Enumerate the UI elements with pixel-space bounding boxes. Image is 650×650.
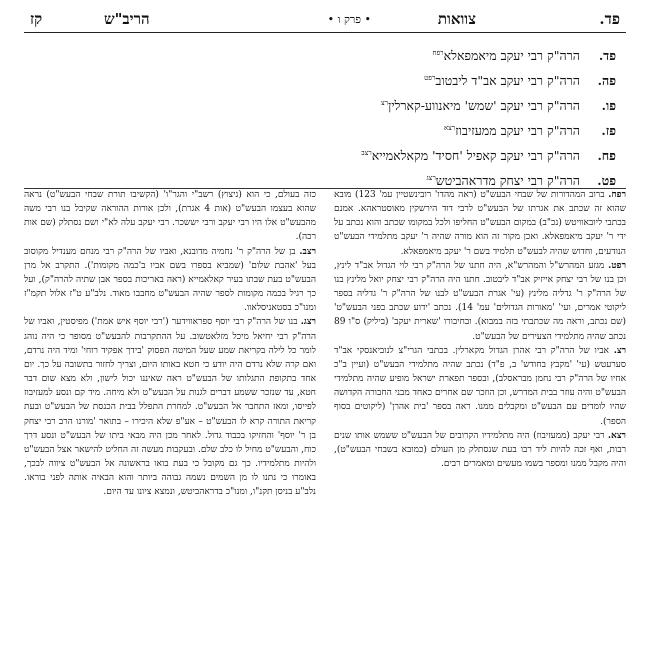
entry-number: פד. (598, 48, 616, 63)
footnote-label: רצג. (300, 317, 316, 328)
entry-text: הרה"ק רבי יעקב 'שמש' מיאנווע-קארלין$^{רצ}$ (380, 98, 580, 113)
entry-text: הרה"ק רבי יעקב קאפיל 'חסיד' מקאלאמייא$^{רצב}$ (361, 148, 580, 163)
footnote-text: ברוב המהדורות של שבחי הבעש"ט (ראה מהדו' רובינשטיין עמ' 123) מובא שהוא זה שכתב את אגרתו של הבעש"ט לרבי דוד הירשקין מאוסטראהא. אמנם בכתבי ליובאוויטש (נכ"ב) במקום הבעש"ט החליפו ולכל במקומו שכתב והוא נכתב על ידי ר' יעקב מיאמפאלא. ואכן מקור זה הוא מורה שהיה ר' יעקב מתלמידי הבעש"ט הנודעים, וחדוש שהיה לבעש"ט תלמיד בשם ר' יעקב מיאמפאלא. (334, 190, 626, 257)
footnote-ref: רצג (426, 173, 436, 182)
header-book-title: צוואות (437, 10, 476, 28)
entry-number: פח. (597, 148, 616, 163)
footnote-ref: רפט (424, 73, 436, 82)
footnote-text: רבי יעקב (ממעזיבוז) היה מתלמידיו הקרובים של הבעש"ט ששמש אותו שנים רבות, ואף זכה להיות ליד רבו בעת שנסתלק מן העולם (כמובא בשבחי הבעש"ט), והיה מקבל ממנו ומספר בשמו מעשים ומאמרים רבים. (334, 430, 626, 469)
footnote-label: רפט. (608, 260, 626, 271)
footnote-ref: רצב (361, 148, 372, 157)
list-item (196, 148, 616, 173)
list-item (196, 48, 616, 73)
header-page-num: פד. (599, 10, 620, 28)
footnote-label: רפח. (608, 190, 626, 200)
footnote-label: רצ. (613, 345, 626, 356)
footnote-ref: רצ (380, 98, 389, 107)
footnote-ref: רפח (432, 48, 444, 57)
footnote (334, 429, 626, 471)
list-item (196, 73, 616, 98)
footnote-label: רצב. (299, 246, 316, 257)
entry-text: הרה"ק רבי יעקב ממעזיבוז$^{רצא}$ (443, 123, 580, 138)
footnote-text: מגזע המהרש"ל והמהרש"א, היה חתנו של הרה"ק רבי לוי הגדול אב"ד לינץ, וכן בנו של רבי יצחק אייזיק אב"ד ליבטוב. חתנו היה הרה"ק רבי יצחק יואל מלינץ בנו של הרה"ק ר' גדליה מלינץ (עי' אגרת הבעש"ט לבנו של הרה"ק ר' גדליה בספר ליקוטי אמרים, ועי' 'מאורות הגדולים' עמ' 14). נכתב 'ידוע שכתב בפני הבעש"ט' (שם נכתב, וראה מה שכתבתי בזה במבוא). ובחיבורו 'שארית יעקב' (ביליק) ס"ו 89 נכתב שהיה מתלמידי הצעירים של הבעש"ט. (334, 260, 626, 342)
footnote-text: כזה בעולם, כי הוא (ניצוץ) רשב"י והגר"ו' (הקשיבו תורת שבחי הבעש"ט) נראה שהוא בעצמו הבעש"ט (אות 4 אגרת), ולכן אורות ההוראה שקיבל בנו רבי משה מהבעש"ט אלו היו רבי יעקב ורבי יששכר. רבי יעקב עלה לא"י ושם נסתלק (שם אות רכה). (24, 190, 316, 243)
running-header (24, 8, 626, 33)
entry-number: פט. (597, 173, 616, 188)
entry-number: פז. (601, 123, 616, 138)
footnotes-left-column (24, 188, 316, 643)
footnote-text: בן של הרה"ק ר' נחמיה מדובנא, ואביו של הרה"ק רבי מנחם מענדיל מקוסוב בעל 'אהבת שלום' (שמביא בספרו בשם אביו ב'כמה מקומות'). התקרב אל מרן הבעש"ט בעת שבתו בעיר קאלאמייא (ראה באריכות בספר אבן שתיה להרה"ק), ועל כך רגיל בכמה מקומות לספר שהיה הבעש"ט מחבבו מאוד. נלב"ע ט"ז אלול תקמ"ז ומנו"כ בסטאניסלאוו. (24, 246, 316, 314)
header-folio: קז (30, 10, 43, 28)
footnote (334, 188, 626, 259)
list-item (196, 98, 616, 123)
footnote-text: בנו של הרה"ק רבי יוסף ספראווידער ('רבי יוסף איש אמת') מפיסטין, ואביו של הרה"ק רבי יחיאל מיכל מזלאטשוב. על ההתקרבות להבעש"ט מסופר כי היה נוהג לומר כל לילה בקריאת שמע שעל המיטה הפסוק 'בידך אפקיד רוחי' ומיד היה נרדם, ואם קרה שלא נרדם היה יודע כי חטא באותו היום, וצריך לחזור בתשובה על כך. יום אחד בתקופת התגלותו של הבעש"ט ראה שאיננו יכול לישון, ולא מצא שום דבר חטא, עד שנזכר ששמע דברים לגנות על הבעש"ט ולא מיחה. מיד קם ונסע למעזיבוז לפייסו, ומאז התחבר אל הבעש"ט. למחרת התפלל בבית הכנסת של הבעש"ט ובעת קריאת התורה קרא לו הבעש"ט – אע"פ שלא היכירו – בתואר 'מורנו הרב רבי יצחק בן ר' יוסף' והחזיקו בכבוד גדול. לאחר מכן היה מבאי ביתו של הבעש"ט ונסע דרך כוח, והבעש"ט מחיל לו כלב שלם. ובעקבות מעשה זה החליט להישאר אצל הבעש"ט ולהיות מתלמידיו. כך גם מקובל כי בעת בואו בראשונה אל הבעש"ט ציווה לבכך, באומרו כי נתנו לו מן השמים נשמה גבוהה ביותר והוא הבאיה אותה לפני בוראו. נלב"ע בניסן תקנ"ו, ומנו"כ בדראהביטש, ונמצא ציונו עד היום. (24, 317, 316, 498)
entry-text: הרה"ק רבי יעקב מיאמפאלא$^{רפח}$ (432, 48, 580, 63)
entry-text: הרה"ק רבי יצחק מדראהביטש$^{רצג}$ (426, 173, 580, 188)
entry-number: פו. (601, 98, 616, 113)
list-item (196, 123, 616, 148)
footnote-ref: רצא (443, 123, 456, 132)
footnote-text: אביו של הרה"ק רבי אהרן הגדול מקארלין. בכתבי הגרי"צ לנוביאנסקי אב"ד סערעטש (עי' 'מקבץ בחודש' ב, פ"ד) נכתב שהיה מתלמידי הבעש"ט (ועיין ב"כ אחיו של הרה"ק רבי נחמן מבראסלב), ובספר תפארת ישראל מופיע שהיה מתלמידי הבעש"ט והיה עוזר בבית המדרש, וכן הוזכר שם אחרים כאחד מבני החבורה הקדושה שהיו לומדים עם הבעש"ט ומקבלים ממנו. ראה בספר 'בית אהרן' (ליקוטים בסוף הספר). (334, 345, 626, 427)
footnote (24, 315, 316, 499)
entry-list (196, 48, 616, 198)
footnote (334, 344, 626, 429)
entry-text: הרה"ק רבי יעקב אב"ד ליבטוב$^{רפט}$ (424, 73, 580, 88)
entry-number: פה. (597, 73, 616, 88)
footnote (24, 188, 316, 245)
footnote-label: רצא. (607, 430, 626, 441)
footnote (334, 259, 626, 344)
header-running-title: הריב"ש (104, 10, 150, 28)
header-chapter: • פרק ו • (327, 13, 371, 26)
footnote (24, 245, 316, 316)
footnotes-right-column (334, 188, 626, 643)
